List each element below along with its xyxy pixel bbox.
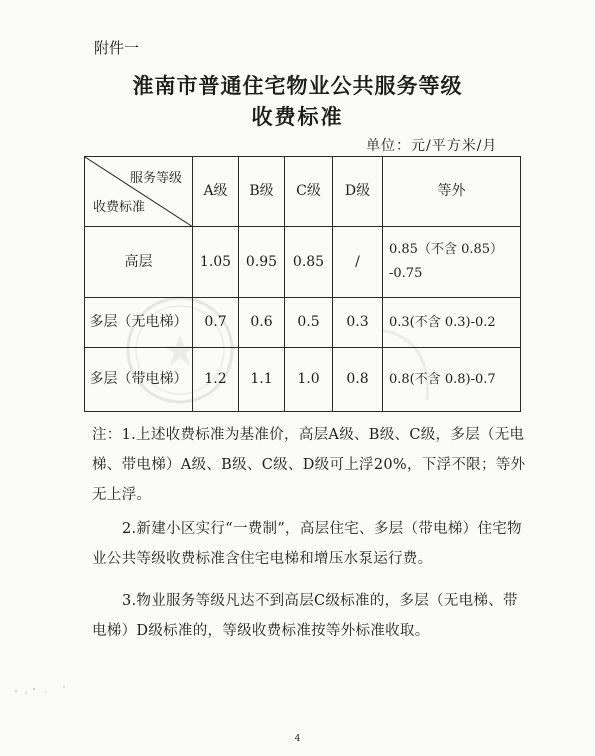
header-c: C级 xyxy=(285,157,333,227)
header-a: A级 xyxy=(193,157,239,227)
row-label: 高层 xyxy=(85,227,193,298)
cell-c: 1.0 xyxy=(285,348,333,412)
cell-wai-line1: 0.85（不含 0.85） xyxy=(389,241,504,257)
scan-specks xyxy=(12,683,72,703)
cell-a: 0.7 xyxy=(193,298,239,348)
cell-b: 1.1 xyxy=(239,348,285,412)
cell-b: 0.95 xyxy=(239,227,285,298)
note-2: 2.新建小区实行“一费制”，高层住宅、多层（带电梯）住宅物业公共等级收费标准含住宅电梯和增压水泵运行费。 xyxy=(92,521,522,567)
cell-b: 0.6 xyxy=(239,298,285,348)
cell-d: / xyxy=(333,227,383,298)
document-title-line2: 收费标准 xyxy=(251,105,344,129)
document-title-line1: 淮南市普通住宅物业公共服务等级 xyxy=(132,74,463,98)
unit-label: 单位：元/平方米/月 xyxy=(366,138,498,154)
attachment-label: 附件一 xyxy=(94,39,140,57)
row-label: 多层（带电梯） xyxy=(85,348,193,412)
cell-a: 1.2 xyxy=(193,348,239,412)
diagonal-divider xyxy=(85,157,193,227)
row-label: 多层（无电梯） xyxy=(85,298,193,348)
cell-wai xyxy=(383,227,521,298)
cell-c: 0.5 xyxy=(285,298,333,348)
cell-a: 1.05 xyxy=(193,227,239,298)
note-1: 注：1.上述收费标准为基准价，高层A级、B级、C级，多层（无电梯、带电梯）A级、B级、C级、D级可上浮20%，下浮不限；等外无上浮。 xyxy=(92,427,526,503)
corner-header-cell xyxy=(85,157,193,227)
header-wai: 等外 xyxy=(383,157,521,227)
table-row xyxy=(85,348,521,412)
cell-wai-line2: -0.75 xyxy=(389,266,423,281)
cell-c: 0.85 xyxy=(285,227,333,298)
fee-standard-table xyxy=(84,156,521,412)
note-3: 3.物业服务等级凡达不到高层C级标准的，多层（无电梯、带电梯）D级标准的，等级收费标准按等外标准收取。 xyxy=(92,593,518,639)
header-b: B级 xyxy=(239,157,285,227)
header-d: D级 xyxy=(333,157,383,227)
cell-wai: 0.3(不含 0.3)-0.2 xyxy=(383,298,521,348)
table-row xyxy=(85,298,521,348)
cell-wai: 0.8(不含 0.8)-0.7 xyxy=(383,348,521,412)
corner-bottom-label: 收费标准 xyxy=(93,200,146,216)
table-header-row xyxy=(85,157,521,227)
cell-d: 0.3 xyxy=(333,298,383,348)
table-row xyxy=(85,227,521,298)
cell-d: 0.8 xyxy=(333,348,383,412)
page-number: 4 xyxy=(294,734,301,744)
corner-top-label: 服务等级 xyxy=(129,171,182,186)
